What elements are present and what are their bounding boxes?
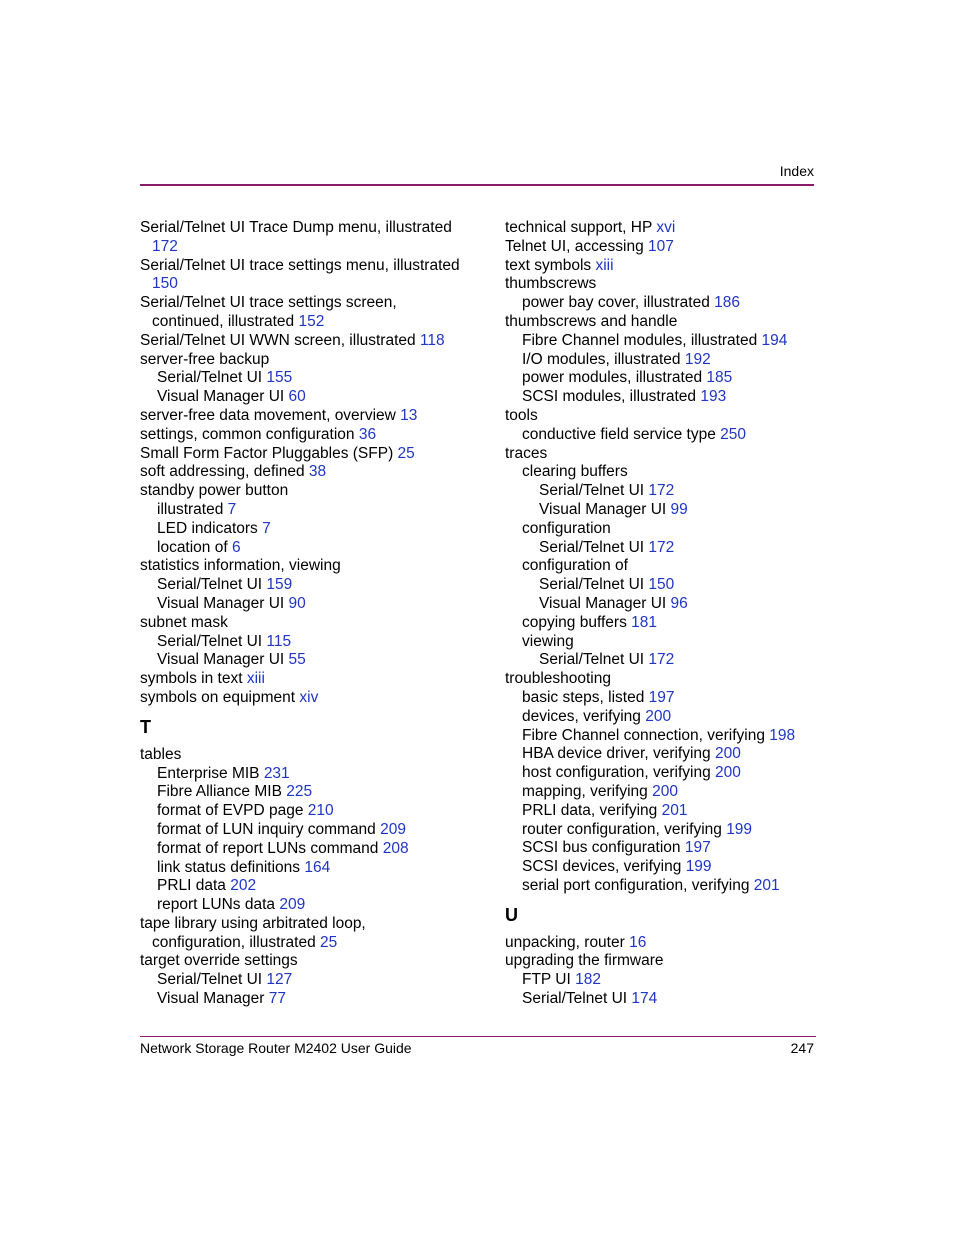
index-entry xyxy=(140,896,480,915)
index-entry xyxy=(140,765,480,784)
index-entry xyxy=(140,859,480,878)
page-reference-link[interactable]: 96 xyxy=(670,594,688,612)
page-reference-link[interactable]: xiii xyxy=(595,256,614,274)
index-term: configuration, illustrated xyxy=(152,933,321,951)
page-reference-link[interactable]: 200 xyxy=(652,782,678,800)
index-entry xyxy=(505,670,825,689)
index-term: format of report LUNs command xyxy=(157,839,383,857)
index-term: symbols on equipment xyxy=(140,688,300,706)
page-reference-link[interactable]: 209 xyxy=(279,896,306,914)
footer-title: Network Storage Router M2402 User Guide xyxy=(140,1040,412,1056)
index-term: Visual Manager UI xyxy=(157,651,289,669)
index-entry xyxy=(140,971,480,990)
page-reference-link[interactable]: 192 xyxy=(684,350,711,368)
page-reference-link[interactable]: 231 xyxy=(263,764,290,782)
index-entry xyxy=(140,990,480,1009)
index-entry xyxy=(505,821,825,840)
page-number: 247 xyxy=(790,1040,814,1056)
index-entry xyxy=(505,313,825,332)
index-term: soft addressing, defined xyxy=(140,463,309,481)
index-term: traces xyxy=(505,444,548,462)
page-reference-link[interactable]: 200 xyxy=(715,764,741,782)
page-reference-link[interactable]: 55 xyxy=(288,651,306,669)
page-reference-link[interactable]: 152 xyxy=(298,312,325,330)
page-reference-link[interactable]: 150 xyxy=(648,576,675,594)
page-reference-link[interactable]: 202 xyxy=(230,877,257,895)
index-term: server-free data movement, overview xyxy=(140,406,401,424)
index-entry xyxy=(505,351,825,370)
section-heading-t: T xyxy=(140,716,151,737)
index-term: power modules, illustrated xyxy=(522,369,707,387)
index-entry xyxy=(140,482,480,501)
index-term: Serial/Telnet UI xyxy=(157,632,267,650)
index-entry xyxy=(140,426,480,445)
page-reference-link[interactable]: 185 xyxy=(706,369,733,387)
index-entry xyxy=(505,689,825,708)
index-entry xyxy=(505,651,825,670)
page-reference-link[interactable]: 159 xyxy=(266,576,293,594)
page-reference-link[interactable]: 194 xyxy=(761,331,788,349)
index-term: Serial/Telnet UI xyxy=(539,651,649,669)
index-entry xyxy=(505,708,825,727)
index-entry xyxy=(505,727,825,746)
index-entry xyxy=(140,407,480,426)
page-reference-link[interactable]: 225 xyxy=(286,783,313,801)
index-term: Fibre Alliance MIB xyxy=(157,783,287,801)
index-entry xyxy=(505,520,825,539)
page-reference-link[interactable]: 250 xyxy=(720,425,747,443)
page-reference-link[interactable]: 186 xyxy=(714,294,740,312)
index-term: format of EVPD page xyxy=(157,802,308,820)
index-term: devices, verifying xyxy=(522,707,646,725)
index-term: Serial/Telnet UI xyxy=(539,538,649,556)
index-term: host configuration, verifying xyxy=(522,764,715,782)
index-entry xyxy=(505,990,825,1009)
page-reference-link[interactable]: xvi xyxy=(656,219,676,236)
index-term: settings, common configuration xyxy=(140,425,359,443)
index-term: Visual Manager UI xyxy=(539,594,671,612)
page-reference-link[interactable]: 36 xyxy=(358,425,377,443)
index-term: serial port configuration, verifying xyxy=(522,876,754,894)
index-entry xyxy=(140,219,480,238)
page-reference-link[interactable]: 172 xyxy=(648,651,675,669)
index-entry xyxy=(505,332,825,351)
index-term: Serial/Telnet UI xyxy=(157,369,267,387)
page-reference-link[interactable]: 193 xyxy=(700,388,727,406)
index-term: Visual Manager xyxy=(157,990,269,1008)
index-term: clearing buffers xyxy=(522,463,628,481)
index-entry xyxy=(505,934,825,953)
index-entry xyxy=(505,858,825,877)
page-reference-link[interactable]: 210 xyxy=(307,802,334,820)
page-reference-link[interactable]: 38 xyxy=(308,463,327,481)
index-term: statistics information, viewing xyxy=(140,557,341,575)
page-reference-link[interactable]: 201 xyxy=(661,801,688,819)
index-entry xyxy=(505,802,825,821)
index-term: subnet mask xyxy=(140,613,228,631)
page-reference-link[interactable]: 25 xyxy=(320,933,338,951)
index-term: Serial/Telnet UI xyxy=(157,971,267,989)
index-entry xyxy=(140,746,480,765)
index-term: target override settings xyxy=(140,952,298,970)
index-entry xyxy=(140,934,480,953)
index-term: tape library using arbitrated loop, xyxy=(140,914,366,932)
index-entry xyxy=(140,595,480,614)
index-entry xyxy=(140,783,480,802)
index-entry xyxy=(505,745,825,764)
index-term: troubleshooting xyxy=(505,670,611,688)
index-entry xyxy=(140,369,480,388)
page-reference-link[interactable]: 174 xyxy=(631,990,658,1008)
index-entries-s xyxy=(140,219,480,708)
index-entry xyxy=(505,764,825,783)
index-entry xyxy=(140,821,480,840)
index-entry xyxy=(505,463,825,482)
index-term: Visual Manager UI xyxy=(539,500,671,518)
index-term: format of LUN inquiry command xyxy=(157,820,381,838)
index-entry xyxy=(505,783,825,802)
index-term: configuration xyxy=(522,519,611,537)
page-reference-link[interactable]: 197 xyxy=(648,688,675,706)
index-entry xyxy=(505,501,825,520)
index-term: Serial/Telnet UI trace settings menu, illustrated xyxy=(140,256,460,274)
page-reference-link[interactable]: 155 xyxy=(266,369,293,387)
index-term: Fibre Channel modules, illustrated xyxy=(522,331,762,349)
page-reference-link[interactable]: 208 xyxy=(382,839,409,857)
page-reference-link[interactable]: 6 xyxy=(231,538,241,556)
page-reference-link[interactable]: 150 xyxy=(152,275,178,293)
index-term: PRLI data, verifying xyxy=(522,801,662,819)
index-term: upgrading the firmware xyxy=(505,952,664,970)
index-entry xyxy=(505,369,825,388)
index-entry xyxy=(140,294,480,313)
index-term: Serial/Telnet UI trace settings screen, xyxy=(140,294,397,312)
section-heading-u: U xyxy=(505,904,518,925)
index-term: thumbscrews xyxy=(505,275,597,293)
index-entry xyxy=(140,313,480,332)
index-term: mapping, verifying xyxy=(522,782,653,800)
index-term: Serial/Telnet UI xyxy=(539,576,649,594)
index-entry xyxy=(140,520,480,539)
index-term: symbols in text xyxy=(140,670,247,688)
page-reference-link[interactable]: 7 xyxy=(227,500,237,518)
index-entry xyxy=(140,802,480,821)
index-entry xyxy=(505,839,825,858)
index-entry xyxy=(505,633,825,652)
page-reference-link[interactable]: 201 xyxy=(753,876,780,894)
page-reference-link[interactable]: 118 xyxy=(419,331,445,349)
index-entry xyxy=(505,238,825,257)
index-entry xyxy=(140,388,480,407)
index-entry xyxy=(140,614,480,633)
page-reference-link[interactable]: xiv xyxy=(299,688,319,706)
index-entry xyxy=(505,294,825,313)
index-entry xyxy=(505,445,825,464)
page-reference-link[interactable]: 181 xyxy=(631,613,658,631)
index-entry xyxy=(505,539,825,558)
index-entry xyxy=(140,445,480,464)
index-term: configuration of xyxy=(522,557,628,575)
page-reference-link[interactable]: 90 xyxy=(288,594,306,612)
index-term: Fibre Channel connection, verifying xyxy=(522,726,770,744)
index-entry xyxy=(140,539,480,558)
index-entry xyxy=(140,238,480,257)
running-header: Index xyxy=(779,163,814,179)
index-column-right xyxy=(505,219,825,1009)
index-entry xyxy=(505,482,825,501)
index-entry xyxy=(140,463,480,482)
page-reference-link[interactable]: 209 xyxy=(380,820,406,838)
page-reference-link[interactable]: xiii xyxy=(246,670,265,688)
index-entry xyxy=(505,614,825,633)
index-entry xyxy=(505,952,825,971)
index-term: SCSI bus configuration xyxy=(522,839,685,857)
index-term: technical support, HP xyxy=(505,219,657,236)
index-entry xyxy=(140,651,480,670)
index-entry xyxy=(505,257,825,276)
index-term: tables xyxy=(140,745,182,763)
index-entry xyxy=(140,501,480,520)
index-term: standby power button xyxy=(140,482,289,500)
index-entry xyxy=(505,576,825,595)
index-entry xyxy=(140,915,480,934)
index-term: SCSI devices, verifying xyxy=(522,858,686,876)
index-entry xyxy=(140,877,480,896)
index-term: Serial/Telnet UI xyxy=(157,576,267,594)
index-term: basic steps, listed xyxy=(522,688,649,706)
page-reference-link[interactable]: 25 xyxy=(397,444,415,462)
index-entry xyxy=(140,275,480,294)
index-entry xyxy=(140,633,480,652)
index-entry xyxy=(140,332,480,351)
index-term: power bay cover, illustrated xyxy=(522,294,715,312)
page-reference-link[interactable]: 164 xyxy=(304,858,331,876)
index-term: LED indicators xyxy=(157,519,263,537)
index-term: Small Form Factor Pluggables (SFP) xyxy=(140,444,398,462)
page-reference-link[interactable]: 7 xyxy=(262,519,271,537)
index-entry xyxy=(140,670,480,689)
page-reference-link[interactable]: 172 xyxy=(648,538,675,556)
header-rule xyxy=(140,184,814,186)
index-term: HBA device driver, verifying xyxy=(522,745,715,763)
page-reference-link[interactable]: 199 xyxy=(726,820,753,838)
page-reference-link[interactable]: 107 xyxy=(648,237,674,255)
index-term: SCSI modules, illustrated xyxy=(522,388,701,406)
index-term: conductive field service type xyxy=(522,425,721,443)
index-term: Enterprise MIB xyxy=(157,764,264,782)
page-reference-link[interactable]: 60 xyxy=(288,388,306,406)
index-term: copying buffers xyxy=(522,613,632,631)
index-entry xyxy=(140,952,480,971)
index-entry xyxy=(505,557,825,576)
page-reference-link[interactable]: 127 xyxy=(266,971,293,989)
page-reference-link[interactable]: 99 xyxy=(670,500,688,518)
index-term: FTP UI xyxy=(522,971,576,989)
index-term: thumbscrews and handle xyxy=(505,312,678,330)
page-reference-link[interactable]: 198 xyxy=(769,726,796,744)
index-term: tools xyxy=(505,406,538,424)
index-term: link status definitions xyxy=(157,858,305,876)
index-entry xyxy=(140,840,480,859)
index-term: unpacking, router xyxy=(505,933,630,951)
page-reference-link[interactable]: 13 xyxy=(400,406,418,424)
index-term: viewing xyxy=(522,632,574,650)
index-term: text symbols xyxy=(505,256,596,274)
page-reference-link[interactable]: 200 xyxy=(645,707,672,725)
page-reference-link[interactable]: 182 xyxy=(575,971,601,989)
index-term: Serial/Telnet UI Trace Dump menu, illustrated xyxy=(140,219,452,236)
index-entry xyxy=(505,275,825,294)
index-entry xyxy=(140,351,480,370)
index-entry xyxy=(140,689,480,708)
index-term: report LUNs data xyxy=(157,896,280,914)
index-term: Serial/Telnet UI xyxy=(522,990,632,1008)
footer-rule xyxy=(140,1036,816,1037)
index-entries-u xyxy=(505,934,825,1009)
index-term: Telnet UI, accessing xyxy=(505,237,649,255)
index-term: I/O modules, illustrated xyxy=(522,350,685,368)
index-entry xyxy=(140,557,480,576)
index-term: Visual Manager UI xyxy=(157,388,289,406)
index-term: Serial/Telnet UI WWN screen, illustrated xyxy=(140,331,420,349)
page-reference-link[interactable]: 199 xyxy=(685,858,712,876)
page-reference-link[interactable]: 115 xyxy=(266,632,292,650)
index-entry xyxy=(505,971,825,990)
index-entry xyxy=(505,388,825,407)
page-reference-link[interactable]: 172 xyxy=(152,237,178,255)
page-reference-link[interactable]: 172 xyxy=(648,482,675,500)
index-entry xyxy=(505,877,825,896)
index-entry xyxy=(505,219,825,238)
page-reference-link[interactable]: 197 xyxy=(684,839,711,857)
index-entries-t-continued xyxy=(505,219,825,896)
index-entry xyxy=(505,407,825,426)
index-term: location of xyxy=(157,538,232,556)
index-term: PRLI data xyxy=(157,877,231,895)
index-entry xyxy=(140,257,480,276)
index-entries-t xyxy=(140,746,480,1009)
index-column-left xyxy=(140,219,480,1009)
index-entry xyxy=(140,576,480,595)
index-term: server-free backup xyxy=(140,350,270,368)
page-reference-link[interactable]: 200 xyxy=(714,745,741,763)
index-entry xyxy=(505,426,825,445)
index-term: Serial/Telnet UI xyxy=(539,482,649,500)
index-entry xyxy=(505,595,825,614)
index-term: continued, illustrated xyxy=(152,312,299,330)
page-reference-link[interactable]: 77 xyxy=(268,990,286,1008)
page-reference-link[interactable]: 16 xyxy=(629,933,647,951)
index-term: illustrated xyxy=(157,500,228,518)
index-term: Visual Manager UI xyxy=(157,594,289,612)
index-term: router configuration, verifying xyxy=(522,820,727,838)
